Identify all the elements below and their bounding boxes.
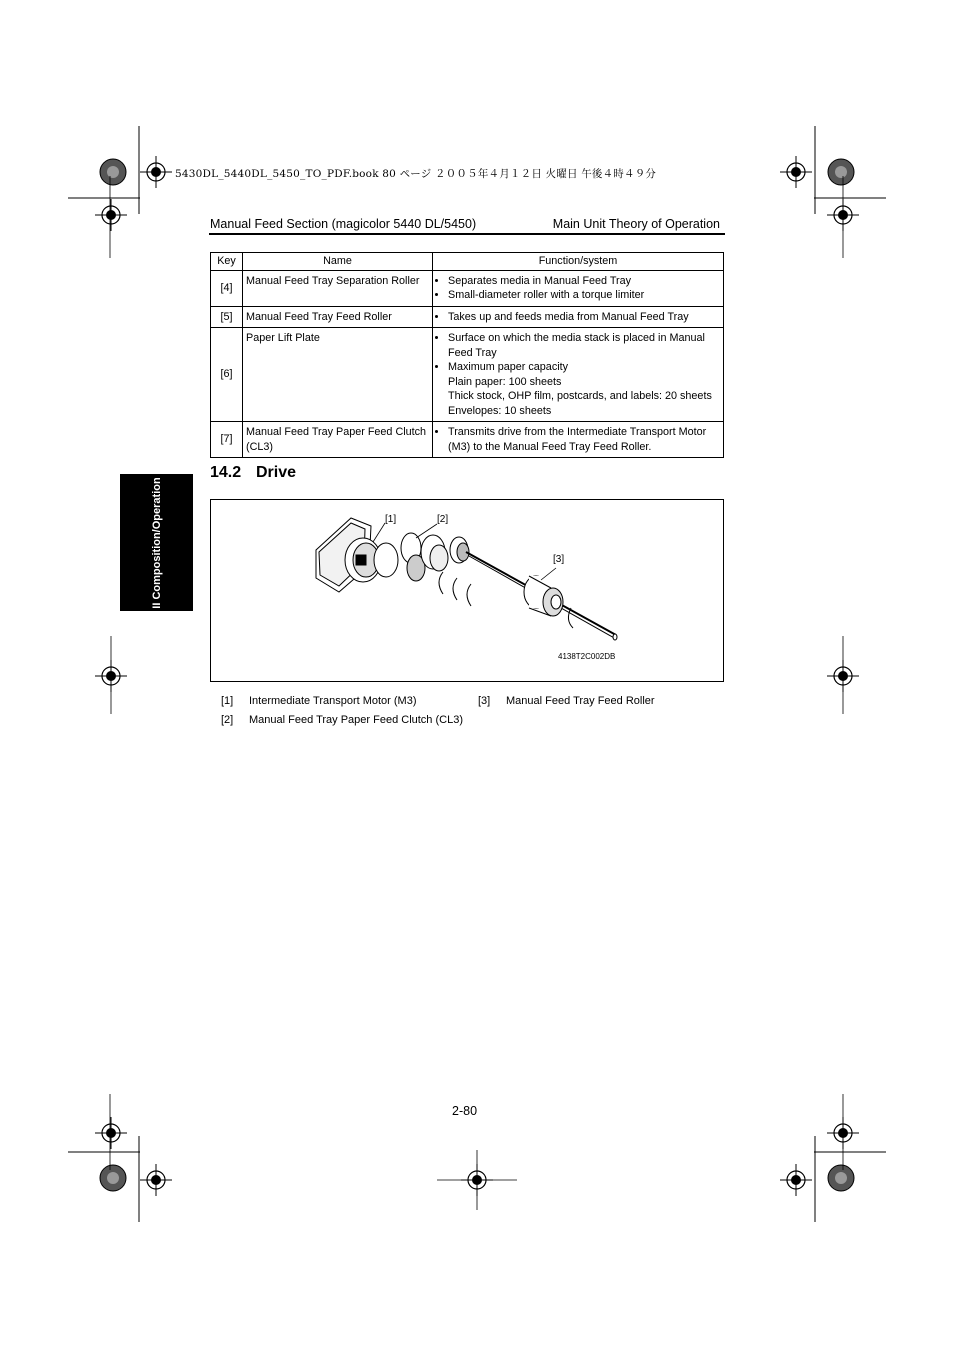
callout-1: [1]: [385, 514, 397, 525]
callout-2: [2]: [437, 514, 449, 525]
row-name: Paper Lift Plate: [243, 328, 433, 422]
legend-key: [2]: [221, 714, 234, 726]
legend-label: Intermediate Transport Motor (M3): [249, 695, 417, 707]
function-bullet: • Separates media in Manual Feed Tray: [448, 274, 720, 289]
function-line: • Maximum paper capacity: [448, 361, 569, 373]
row-name: Manual Feed Tray Feed Roller: [243, 306, 433, 328]
function-line: Envelopes: 10 sheets: [448, 404, 552, 417]
table-row: [211, 270, 724, 306]
section-heading: [210, 464, 296, 482]
drive-illustration: [211, 500, 723, 681]
column-header-key: Key: [211, 253, 243, 271]
header-chapter-title: Main Unit Theory of Operation: [552, 217, 720, 231]
column-header-function: Function/system: [433, 253, 724, 271]
row-key: [7]: [211, 422, 243, 458]
section-title: Drive: [256, 464, 297, 481]
function-bullet: [448, 360, 720, 418]
column-header-name: Name: [243, 253, 433, 271]
legend-item: [478, 695, 655, 707]
row-name: Manual Feed Tray Separation Roller: [243, 270, 433, 306]
row-function: [433, 306, 724, 328]
function-bullet: • Surface on which the media stack is placed in Manual Feed Tray: [448, 331, 720, 360]
table-row: [211, 306, 724, 328]
table-row: [211, 328, 724, 422]
legend-label: Manual Feed Tray Paper Feed Clutch (CL3): [249, 714, 463, 726]
row-function: [433, 328, 724, 422]
legend-key: [1]: [221, 695, 234, 707]
legend-label: Manual Feed Tray Feed Roller: [506, 695, 655, 707]
row-key: [6]: [211, 328, 243, 422]
legend-key: [3]: [478, 695, 491, 707]
legend-item: [221, 695, 417, 707]
legend-item: [221, 714, 463, 726]
row-function: [433, 270, 724, 306]
row-name: Manual Feed Tray Paper Feed Clutch (CL3): [243, 422, 433, 458]
callout-3: [3]: [553, 554, 565, 565]
chapter-side-tab-label: II Composition/Operation: [151, 477, 163, 609]
row-function: [433, 422, 724, 458]
function-bullet: • Small-diameter roller with a torque limiter: [448, 288, 720, 303]
function-bullet: • Takes up and feeds media from Manual Feed Tray: [448, 310, 720, 325]
header-section-title: Manual Feed Section (magicolor 5440 DL/5450): [210, 217, 477, 231]
page-number: 2-80: [452, 1104, 478, 1118]
section-number: 14.2: [210, 464, 242, 481]
function-line: Thick stock, OHP film, postcards, and labels: 20 sheets: [448, 390, 712, 402]
print-info-line: 5430DL_5440DL_5450_TO_PDF.book 80 ページ ２００５年４月１２日 火曜日 午後４時４９分: [175, 168, 657, 180]
row-key: [5]: [211, 306, 243, 328]
figure-code: 4138T2C002DB: [558, 652, 616, 661]
drive-figure: [210, 499, 724, 682]
table-row: [211, 422, 724, 458]
function-line: Plain paper: 100 sheets: [448, 375, 562, 388]
row-key: [4]: [211, 270, 243, 306]
table-header-row: [211, 253, 724, 271]
function-bullet: • Transmits drive from the Intermediate Transport Motor (M3) to the Manual Feed Tray Feed Roller.: [448, 425, 720, 454]
header-rule: [209, 233, 725, 235]
function-table: [210, 252, 724, 458]
